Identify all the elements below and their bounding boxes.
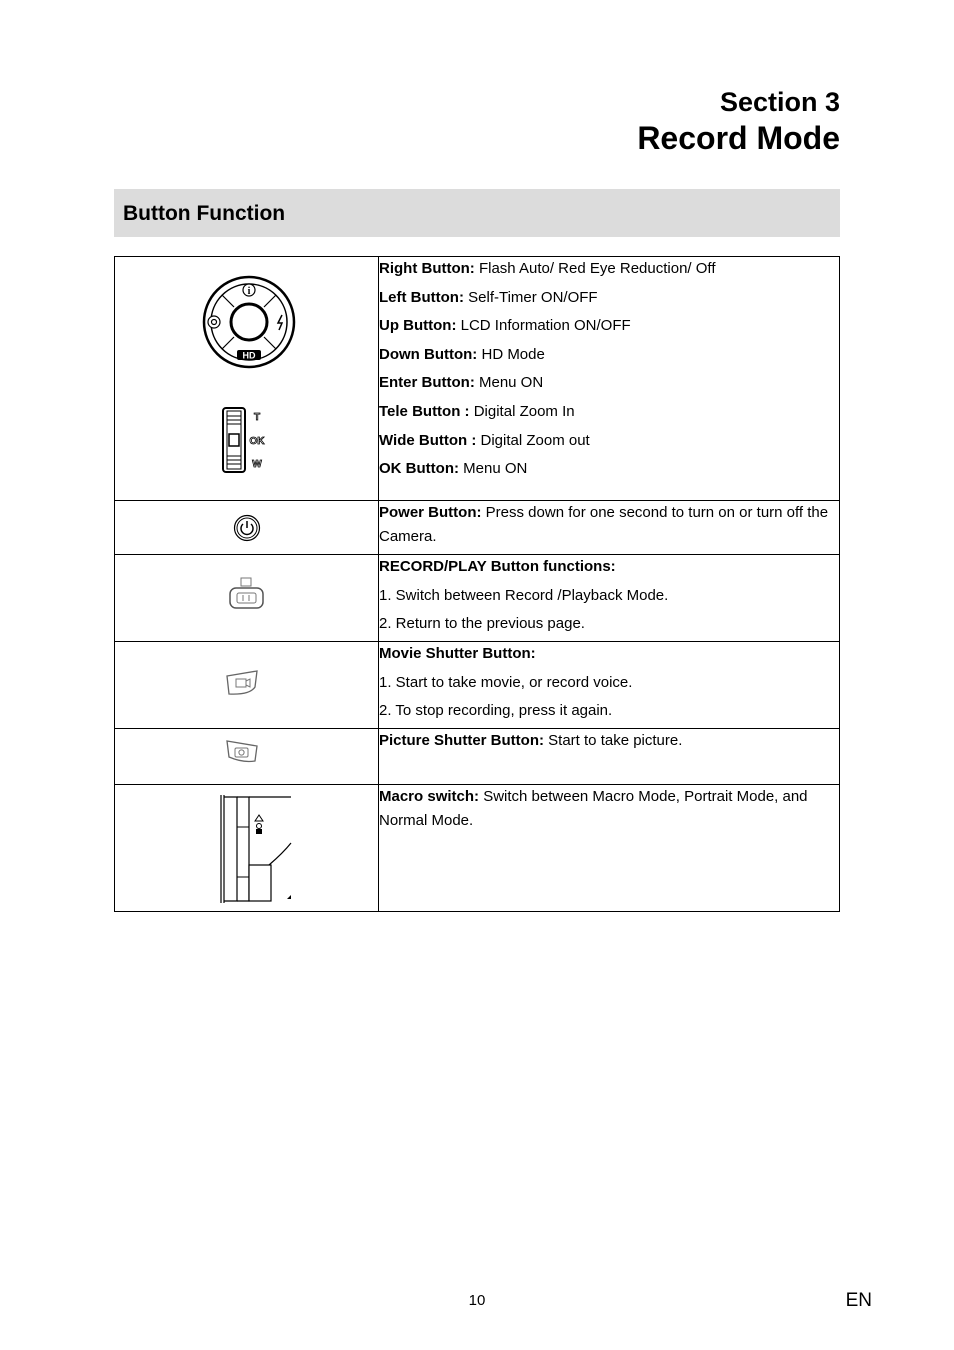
table-row <box>115 729 840 785</box>
description-cell <box>379 257 840 501</box>
item-power-button: Power Button: Press down for one second to turn on or turn off the Camera. <box>379 504 829 545</box>
table-row <box>115 555 840 642</box>
macro-switch-icon <box>217 793 293 905</box>
item-record-play-2: 2. Return to the previous page. <box>379 615 585 633</box>
button-function-table <box>114 256 840 912</box>
navigation-pad-icon <box>199 275 299 369</box>
item-record-play-1: 1. Switch between Record /Playback Mode. <box>379 586 669 604</box>
item-right-button: Right Button: Flash Auto/ Red Eye Reduction/ Off <box>379 260 716 277</box>
self-timer-icon <box>208 316 220 328</box>
section-header <box>637 86 840 158</box>
description-cell <box>379 555 840 642</box>
item-movie-shutter-heading: Movie Shutter Button: <box>379 645 536 662</box>
item-picture-shutter: Picture Shutter Button: Start to take picture. <box>379 732 683 749</box>
description-cell <box>379 642 840 729</box>
item-record-play-heading: RECORD/PLAY Button functions: <box>379 558 616 575</box>
item-wide-button: Wide Button : Digital Zoom out <box>379 431 590 449</box>
section-band-title: Button Function <box>114 189 840 237</box>
description-cell <box>379 785 840 912</box>
svg-text:T: T <box>253 412 261 423</box>
description-cell <box>379 729 840 785</box>
language-label: EN <box>845 1290 872 1311</box>
section-number: Section 3 <box>719 87 840 117</box>
svg-text:W: W <box>252 459 262 470</box>
icon-cell <box>115 642 379 729</box>
item-left-button: Left Button: Self-Timer ON/OFF <box>379 288 598 306</box>
icon-cell <box>115 257 379 501</box>
item-up-button: Up Button: LCD Information ON/OFF <box>379 317 631 335</box>
record-play-icon <box>229 577 265 611</box>
item-tele-button: Tele Button : Digital Zoom In <box>379 402 575 420</box>
icon-cell <box>115 555 379 642</box>
page-number: 10 <box>468 1292 486 1309</box>
item-enter-button: Enter Button: Menu ON <box>379 374 544 392</box>
svg-text:i: i <box>247 286 251 297</box>
item-macro-switch: Macro switch: Switch between Macro Mode, Portrait Mode, and Normal Mode. <box>379 788 808 829</box>
picture-shutter-icon <box>225 737 261 765</box>
movie-shutter-icon <box>225 668 261 698</box>
table-row <box>115 501 840 555</box>
svg-text:OK: OK <box>249 436 265 447</box>
icon-cell <box>115 729 379 785</box>
table-row <box>115 257 840 501</box>
zoom-lever-icon <box>221 407 269 473</box>
item-movie-shutter-2: 2. To stop recording, press it again. <box>379 702 613 720</box>
item-ok-button: OK Button: Menu ON <box>379 460 528 478</box>
icon-cell <box>115 785 379 912</box>
table-row <box>115 785 840 912</box>
svg-text:HD: HD <box>242 350 256 361</box>
icon-cell <box>115 501 379 555</box>
section-title: Record Mode <box>637 120 840 156</box>
power-icon <box>233 514 261 542</box>
item-down-button: Down Button: HD Mode <box>379 345 545 363</box>
item-movie-shutter-1: 1. Start to take movie, or record voice. <box>379 673 633 691</box>
description-cell <box>379 501 840 555</box>
table-row <box>115 642 840 729</box>
